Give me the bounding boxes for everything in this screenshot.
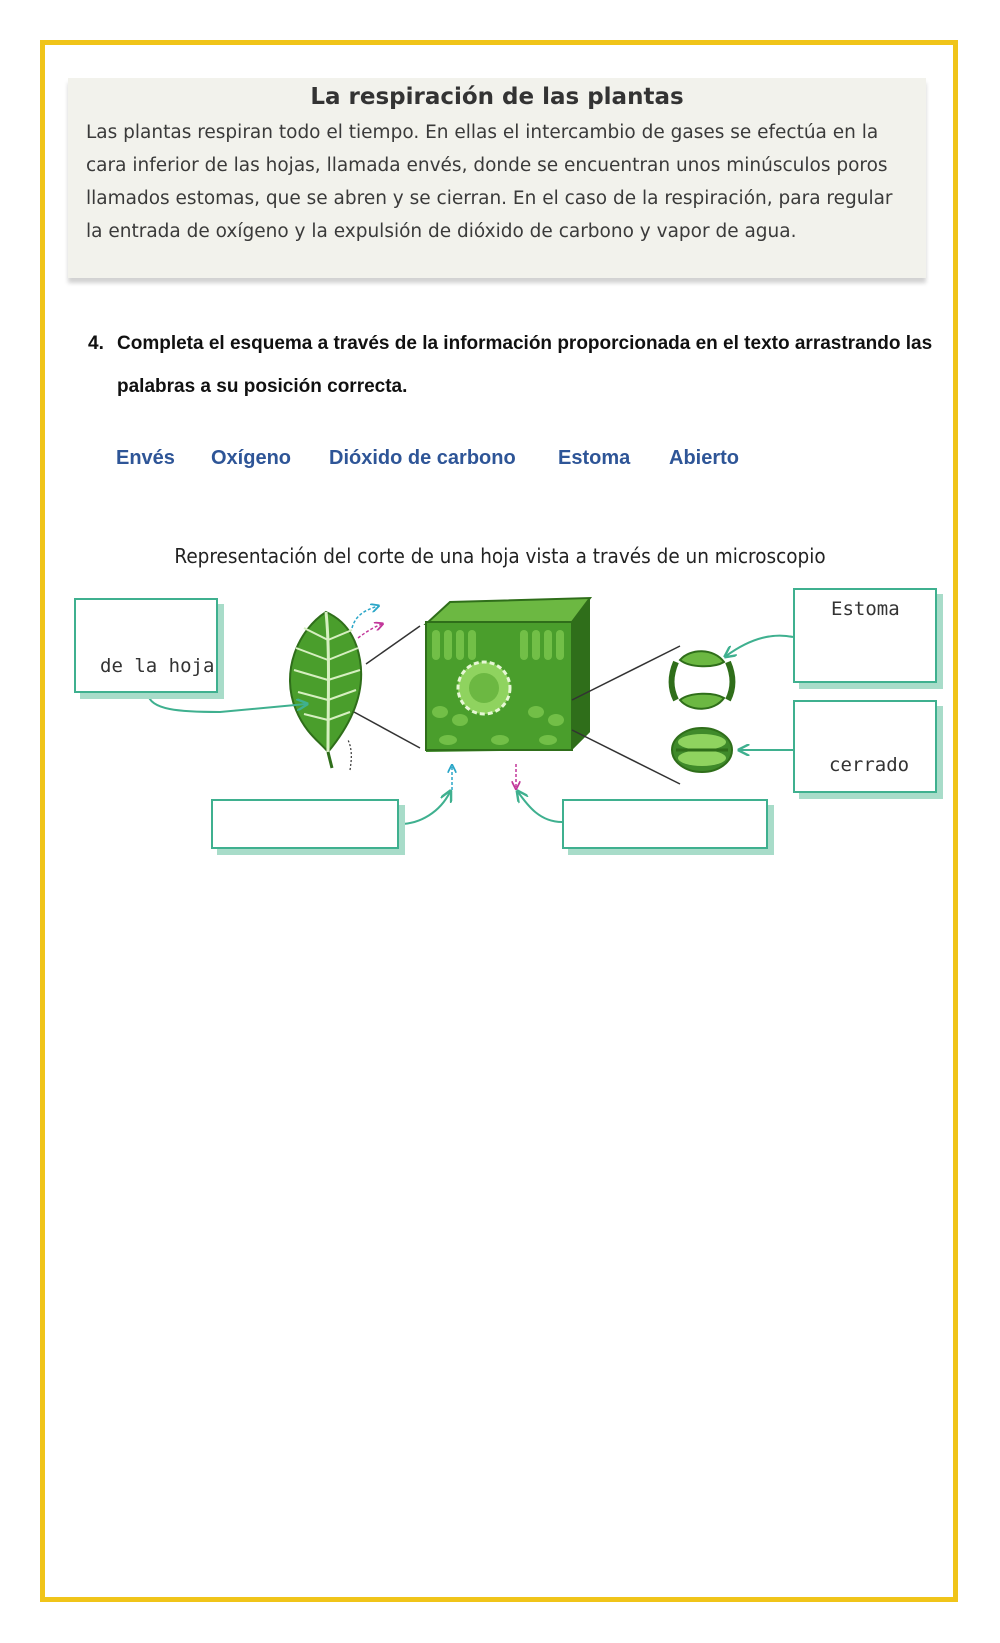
question-4 [88, 322, 948, 408]
word-card-dioxido[interactable]: Dióxido de carbono [329, 447, 516, 469]
drop-slot-stoma-open[interactable] [793, 588, 937, 683]
question-number: 4. [88, 333, 104, 354]
drop-slot-stoma-closed[interactable] [793, 700, 937, 793]
drop-slot-gas-out[interactable] [562, 799, 768, 849]
stoma-closed-icon [672, 728, 732, 772]
reading-body: Las plantas respiran todo el tiempo. En ellas el intercambio de gases se efectúa en la cara inferior de las hojas, llamada envés, donde se encuentran unos minúsculos poros llamados estomas, que se abren y se cierran. En el caso de la respiración, para regular la entrada de oxígeno y la expulsión de dióxido de carbono y vapor de agua. [86, 122, 893, 242]
slot-leaf-part-label: de la hoja [100, 655, 215, 677]
stoma-open-icon [672, 651, 733, 709]
leaf-tissue-icon [426, 598, 590, 752]
leaf-icon [290, 612, 361, 768]
drop-slot-leaf-part[interactable] [74, 598, 218, 693]
word-card-enves[interactable]: Envés [116, 447, 175, 469]
slot-stoma-open-label: Estoma [831, 598, 900, 620]
reading-box [68, 78, 926, 278]
drop-slot-gas-in[interactable] [211, 799, 399, 849]
question-text: Completa el esquema a través de la información proporcionada en el texto arrastrando las palabras a su posición correcta. [117, 333, 933, 397]
word-card-estoma[interactable]: Estoma [558, 447, 631, 469]
word-card-abierto[interactable]: Abierto [669, 447, 739, 469]
slot-stoma-closed-label: cerrado [829, 754, 910, 776]
diagram-caption: Representación del corte de una hoja vista a través de un microscopio [174, 544, 826, 568]
word-card-oxigeno[interactable]: Oxígeno [211, 447, 292, 469]
reading-title: La respiración de las plantas [310, 84, 684, 110]
